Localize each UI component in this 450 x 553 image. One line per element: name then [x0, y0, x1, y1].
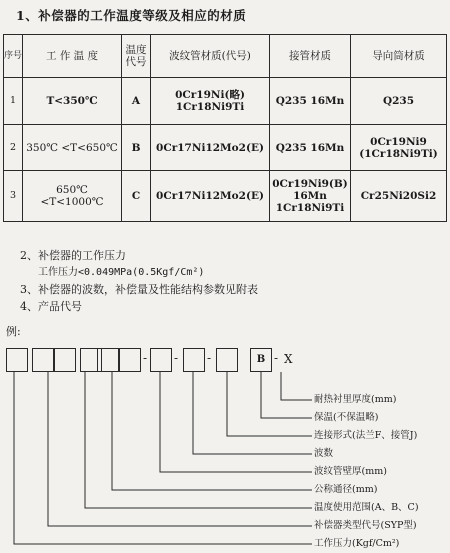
section-3-text: 3、补偿器的波数，补偿量及性能结构参数见附表 — [20, 283, 258, 296]
header-bellows: 波纹管材质(代号) — [151, 35, 270, 78]
cell-bellows: 0Cr17Ni12Mo2(E) — [151, 171, 270, 222]
code-dash: - — [174, 351, 179, 365]
cell-temp: 650℃ <T<1000℃ — [23, 171, 122, 222]
leader-line-pressure — [14, 372, 312, 544]
legend-bellows-thickness: 波纹管壁厚(mm) — [314, 466, 387, 477]
legend-waves: 波数 — [314, 448, 334, 459]
legend-connection: 连接形式(法兰F、接管J) — [314, 430, 418, 441]
legend-nominal-diameter: 公称通径(mm) — [314, 484, 378, 495]
section-4-title: 4、产品代号 — [20, 300, 82, 313]
header-grade: 温度代号 — [122, 35, 151, 78]
leader-line-waves — [193, 372, 312, 454]
cell-grade: C — [122, 171, 151, 222]
cell-grade: B — [122, 125, 151, 171]
cell-grade: A — [122, 78, 151, 125]
legend-type-code: 补偿器类型代号(SYP型) — [314, 520, 417, 531]
leader-line-thickness — [160, 372, 312, 472]
example-label: 例: — [6, 325, 21, 338]
cell-pipe: Q235 16Mn — [270, 125, 351, 171]
cell-guide: Q235 — [351, 78, 447, 125]
header-temp: 工 作 温 度 — [23, 35, 122, 78]
leader-line-connection — [227, 372, 312, 436]
leader-line-insulation — [261, 372, 312, 418]
cell-line: 0Cr19Ni9 — [370, 135, 427, 148]
cell-seq: 1 — [4, 78, 23, 125]
legend-working-pressure: 工作压力(Kgf/Cm²) — [314, 538, 400, 549]
cell-line: 0Cr19Ni9(B) — [272, 178, 348, 190]
code-box-insulation: B — [250, 348, 272, 372]
cell-line: (1Cr18Ni9Ti) — [359, 147, 438, 160]
section-2-title: 2、补偿器的工作压力 — [20, 249, 126, 262]
legend-lining-thickness: 耐热衬里厚度(mm) — [314, 394, 397, 405]
cell-temp: T<350℃ — [23, 78, 122, 125]
header-guide: 导向筒材质 — [351, 35, 447, 78]
cell-temp: 350℃ <T<650℃ — [23, 125, 122, 171]
cell-line: 1Cr18Ni9Ti — [275, 202, 345, 214]
header-pipe: 接管材质 — [270, 35, 351, 78]
legend-temp-range: 温度使用范围(A、B、C) — [314, 502, 419, 513]
code-dash: - — [143, 351, 148, 365]
leader-line-temp — [85, 372, 312, 508]
cell-seq: 2 — [4, 125, 23, 171]
leader-line-type — [48, 372, 312, 526]
cell-line: 16Mn — [293, 190, 327, 202]
header-seq: 序号 — [4, 35, 23, 78]
cell-guide: Cr25Ni20Si2 — [351, 171, 447, 222]
cell-line: 1Cr18Ni9Ti — [175, 101, 245, 113]
cell-bellows: 0Cr17Ni12Mo2(E) — [151, 125, 270, 171]
code-suffix: X — [284, 352, 293, 366]
code-dash: - — [274, 351, 279, 365]
cell-pipe: Q235 16Mn — [270, 78, 351, 125]
pressure-text: 工作压力<0.049MPa(0.5Kgf/Cm²) — [38, 267, 205, 278]
legend-insulation: 保温(不保温略) — [314, 412, 379, 423]
cell-seq: 3 — [4, 171, 23, 222]
section-1-title: 1、补偿器的工作温度等级及相应的材质 — [16, 8, 247, 23]
leader-line-lining — [281, 372, 312, 400]
cell-line: 0Cr19Ni(略) — [175, 89, 245, 101]
code-dash: - — [207, 351, 212, 365]
